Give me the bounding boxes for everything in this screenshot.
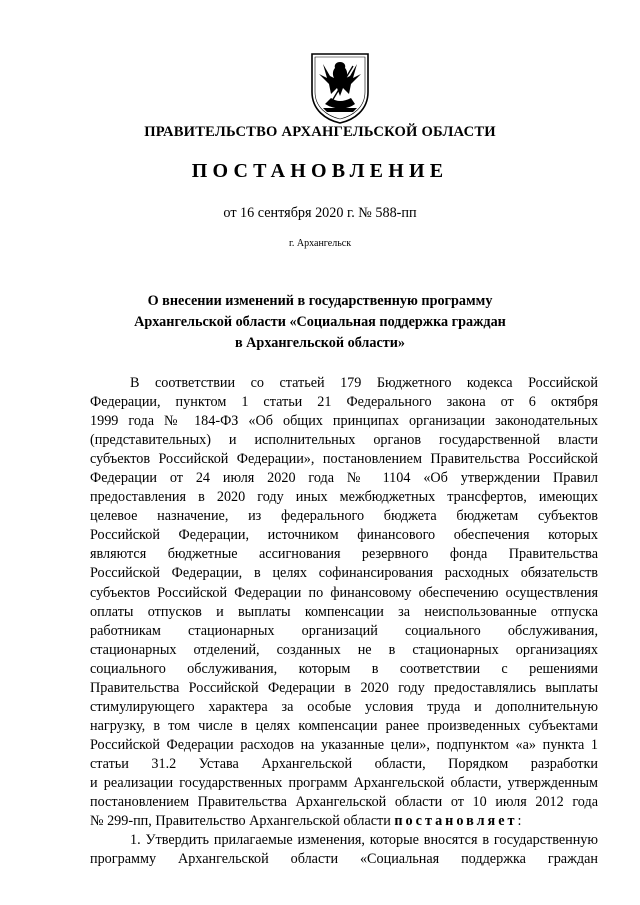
body-line: предоставления в 2020 году иных межбюджетных трансфертов, имеющих bbox=[90, 489, 598, 506]
document-body bbox=[90, 374, 598, 869]
body-line: целевое назначение, из федерального бюджета бюджетам субъектов bbox=[90, 508, 598, 525]
body-line: Российской Федерации, источником финансового обеспечения которых bbox=[90, 527, 598, 544]
title-line: О внесении изменений в государственную программу bbox=[147, 293, 493, 309]
resolution-keyword: постановляет bbox=[394, 813, 518, 830]
item-line: 1. Утвердить прилагаемые изменения, которые вносятся в государственную bbox=[130, 832, 598, 849]
body-line: нагрузку, в том числе в целях компенсации ранее произведенных субъектами bbox=[90, 717, 598, 734]
government-name: ПРАВИТЕЛЬСТВО АРХАНГЕЛЬСКОЙ ОБЛАСТИ bbox=[144, 124, 496, 140]
body-line: и реализации государственных программ Архангельской области, утвержденным bbox=[90, 774, 598, 791]
body-line: стимулирующего характера за особые условия труда и дополнительную bbox=[90, 698, 598, 715]
date-number: от 16 сентября 2020 г. № 588-пп bbox=[223, 205, 417, 221]
body-line: статьи 31.2 Устава Архангельской области, Порядком разработки bbox=[90, 755, 598, 772]
body-line-resolution bbox=[90, 812, 598, 831]
title-line: Архангельской области «Социальная поддержка граждан bbox=[134, 314, 506, 330]
body-line: Российской Федерации, в целях софинансирования расходных обязательств bbox=[90, 565, 598, 582]
city: г. Архангельск bbox=[288, 238, 352, 249]
body-line: 1999 года № 184-ФЗ «Об общих принципах организации законодательных bbox=[90, 413, 598, 430]
body-line: В соответствии со статьей 179 Бюджетного кодекса Российской bbox=[130, 375, 598, 391]
body-line: работникам стационарных организаций социального обслуживания, bbox=[90, 622, 598, 639]
document-type: ПОСТАНОВЛЕНИЕ bbox=[191, 160, 449, 182]
title-line: в Архангельской области» bbox=[234, 335, 406, 351]
body-line: стационарных отделений, созданных не в стационарных организациях bbox=[90, 641, 598, 658]
body-line: социального обслуживания, которым в соответствии с решениями bbox=[90, 660, 598, 677]
item-line: программу Архангельской области «Социальная поддержка граждан bbox=[90, 851, 598, 868]
body-line: (представительных) и исполнительных органов государственной власти bbox=[90, 432, 598, 449]
body-line: постановлением Правительства Архангельской области от 10 июля 2012 года bbox=[90, 794, 598, 811]
body-line: Правительства Российской Федерации в 2020 году предоставлялись выплаты bbox=[90, 679, 598, 696]
resolution-colon: : bbox=[517, 813, 522, 830]
coat-of-arms-icon bbox=[309, 52, 371, 124]
body-line: Федерации от 24 июля 2020 года № 1104 «Об утверждении Правил bbox=[90, 470, 598, 487]
body-line: субъектов Российской Федерации по финансовому обеспечению осуществления bbox=[90, 584, 598, 601]
body-line: субъектов Российской Федерации», постановлением Правительства Российской bbox=[90, 451, 598, 468]
body-line: Российской Федерации расходов на указанные цели», подпунктом «а» пункта 1 bbox=[90, 736, 598, 753]
document-title bbox=[0, 291, 640, 354]
resolution-text: № 299-пп, Правительство Архангельской области bbox=[90, 813, 395, 830]
body-line: являются бюджетные ассигнования резервного фонда Правительства bbox=[90, 546, 598, 563]
body-line: Федерации, пунктом 1 статьи 21 Федерального закона от 6 октября bbox=[90, 394, 598, 411]
body-line: оплаты отпусков и выплаты компенсации за неиспользованные отпуска bbox=[90, 603, 598, 620]
